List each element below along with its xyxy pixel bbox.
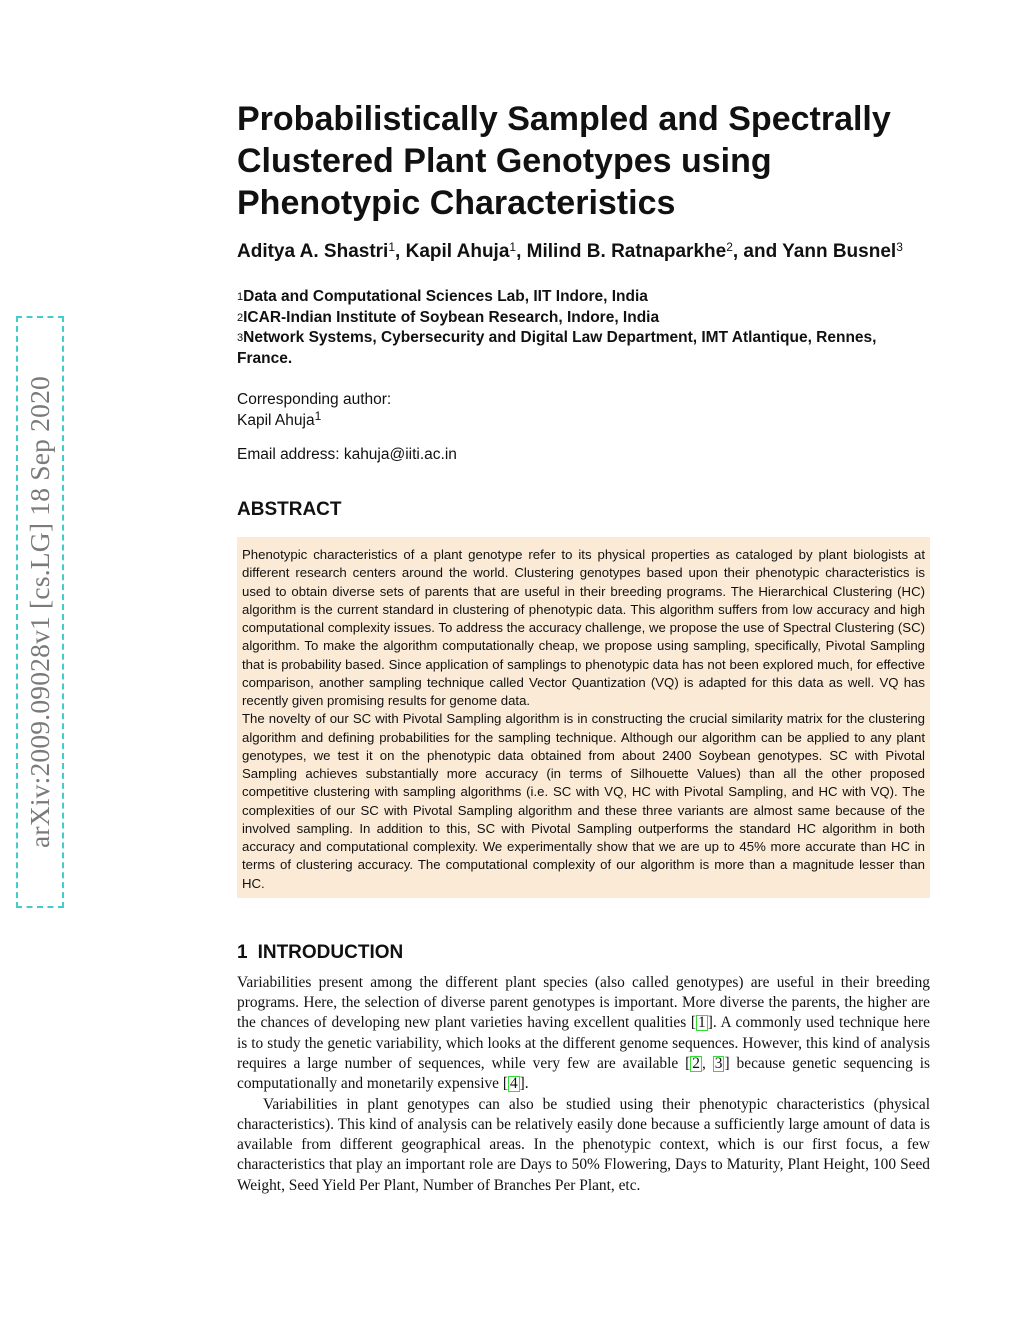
author-affiliation-mark: 3	[896, 240, 903, 254]
citation-link[interactable]: 3	[714, 1054, 723, 1072]
author-separator: ,	[516, 241, 527, 262]
section-title: INTRODUCTION	[257, 941, 404, 963]
abstract-paragraph: The novelty of our SC with Pivotal Sampling algorithm is in constructing the crucial similarity matrix for the clustering algorithm and defining probabilities for the sampling technique. Although our algorithm can be applied to any plant genotypes, we test it on the phenotypic data obtained from about 2400 Soybean genotypes. SC with Pivotal Sampling achieves substantially more accuracy (in terms of Silhouette Values) than all the other proposed competitive clustering with sampling algorithms (i.e. SC with VQ, HC with Pivotal Sampling, and HC with VQ). The complexities of our SC with Pivotal Sampling algorithm and these three variants are almost same because of the involved sampling. In addition to this, SC with Pivotal Sampling outperforms the standard HC algorithm in both accuracy and computational complexity. We experimentally show that we are up to 45% more accurate than HC in terms of clustering accuracy. The computational complexity of our algorithm is more than a magnitude lesser than HC.	[242, 711, 925, 891]
abstract-box	[237, 537, 930, 898]
corresponding-label: Corresponding author:	[237, 391, 392, 408]
affiliation-list	[237, 287, 930, 369]
contact-email: Email address: kahuja@iiti.ac.in	[237, 446, 457, 463]
body-text: ].	[519, 1075, 529, 1093]
arxiv-identifier: arXiv:2009.09028v1 [cs.LG] 18 Sep 2020	[24, 376, 55, 848]
abstract-heading: ABSTRACT	[237, 499, 342, 520]
body-paragraph: Variabilities in plant genotypes can also be studied using their phenotypic characteristics (physical characteristics). This kind of analysis can be relatively easily done because a sufficiently large amount of data is available from different geographical areas. In the phenotypic context, which is our first focus, a few characteristics that play an important role are Days to 50% Flowering, Days to Maturity, Plant Height, 100 Seed Weight, Seed Yield Per Plant, Number of Branches Per Plant, etc.	[237, 1095, 930, 1194]
corresponding-name-line	[237, 410, 930, 431]
body-text: ]. A commonly used technique here is to study the genetic variability, which looks at the different genome sequences. However, this kind of analysis requires a large number of sequences, while very few are available [	[237, 1014, 930, 1072]
author-name: Yann Busnel	[782, 241, 897, 262]
arxiv-stamp	[16, 316, 64, 908]
author-name: Milind B. Ratnaparkhe	[526, 241, 727, 262]
paper-title: Probabilistically Sampled and Spectrally Clustered Plant Genotypes using Phenotypic Characteristics	[237, 100, 891, 222]
affiliation-text: ICAR-Indian Institute of Soybean Research, Indore, India	[243, 308, 660, 326]
citation-link[interactable]: 2	[692, 1054, 700, 1072]
affiliation-mark: 1	[237, 291, 244, 303]
author-affiliation-mark: 1	[388, 240, 396, 254]
author-affiliation-mark: 1	[509, 240, 517, 254]
author-separator: ,	[395, 241, 406, 262]
affiliation	[237, 328, 930, 369]
introduction-body	[237, 973, 930, 1196]
author-list	[237, 239, 930, 264]
body-paragraph	[237, 973, 930, 1095]
affiliation-mark: 2	[237, 311, 244, 324]
corresponding-affiliation-mark: 1	[314, 409, 322, 423]
abstract-paragraph: Phenotypic characteristics of a plant genotype refer to its physical properties as cataloged by plant biologists at different research centers around the world. Clustering genotypes based upon their phenotypic characteristics is used to obtain diverse sets of parents that are useful in their breeding programs. The Hierarchical Clustering (HC) algorithm is the current standard in clustering of phenotypic data. This algorithm suffers from low accuracy and high computational complexity issues. To address the accuracy challenge, we propose the use of Spectral Clustering (SC) algorithm. To make the algorithm computationally cheap, we propose using sampling, specifically, Pivotal Sampling that is probability based. Since application of samplings to phenotypic data has not been explored much, for effective comparison, another sampling technique called Vector Quantization (VQ) is adapted for this data as well. VQ has recently given promising results for genome data.	[242, 547, 925, 708]
paper-first-page	[237, 98, 930, 1196]
body-text: ] because genetic sequencing is computationally and monetarily expensive [	[237, 1054, 930, 1093]
author-name: Kapil Ahuja	[405, 241, 510, 262]
affiliation	[237, 287, 930, 308]
body-text: ,	[702, 1054, 713, 1072]
body-text: Variabilities present among the different plant species (also called genotypes) are useful in their breeding programs. Here, the selection of diverse parent genotypes is important. More diverse the parents, the higher are the chances of developing new plant varieties having excellent qualities [	[237, 973, 930, 1032]
corresponding-name: Kapil Ahuja	[237, 412, 315, 429]
affiliation	[237, 308, 930, 329]
affiliation-text: Data and Computational Sciences Lab, IIT Indore, India	[243, 288, 648, 305]
author-name: Aditya A. Shastri	[237, 241, 389, 262]
affiliation-text: Network Systems, Cybersecurity and Digital Law Department, IMT Atlantique, Rennes, France.	[237, 329, 877, 367]
section-heading-introduction	[237, 941, 930, 965]
affiliation-mark: 3	[237, 332, 244, 344]
citation-link[interactable]: 4	[509, 1075, 518, 1093]
corresponding-author	[237, 389, 930, 431]
author-separator: , and	[732, 241, 783, 262]
author-affiliation-mark: 2	[726, 240, 733, 254]
citation-link[interactable]: 1	[698, 1014, 706, 1032]
section-number: 1	[237, 941, 248, 963]
